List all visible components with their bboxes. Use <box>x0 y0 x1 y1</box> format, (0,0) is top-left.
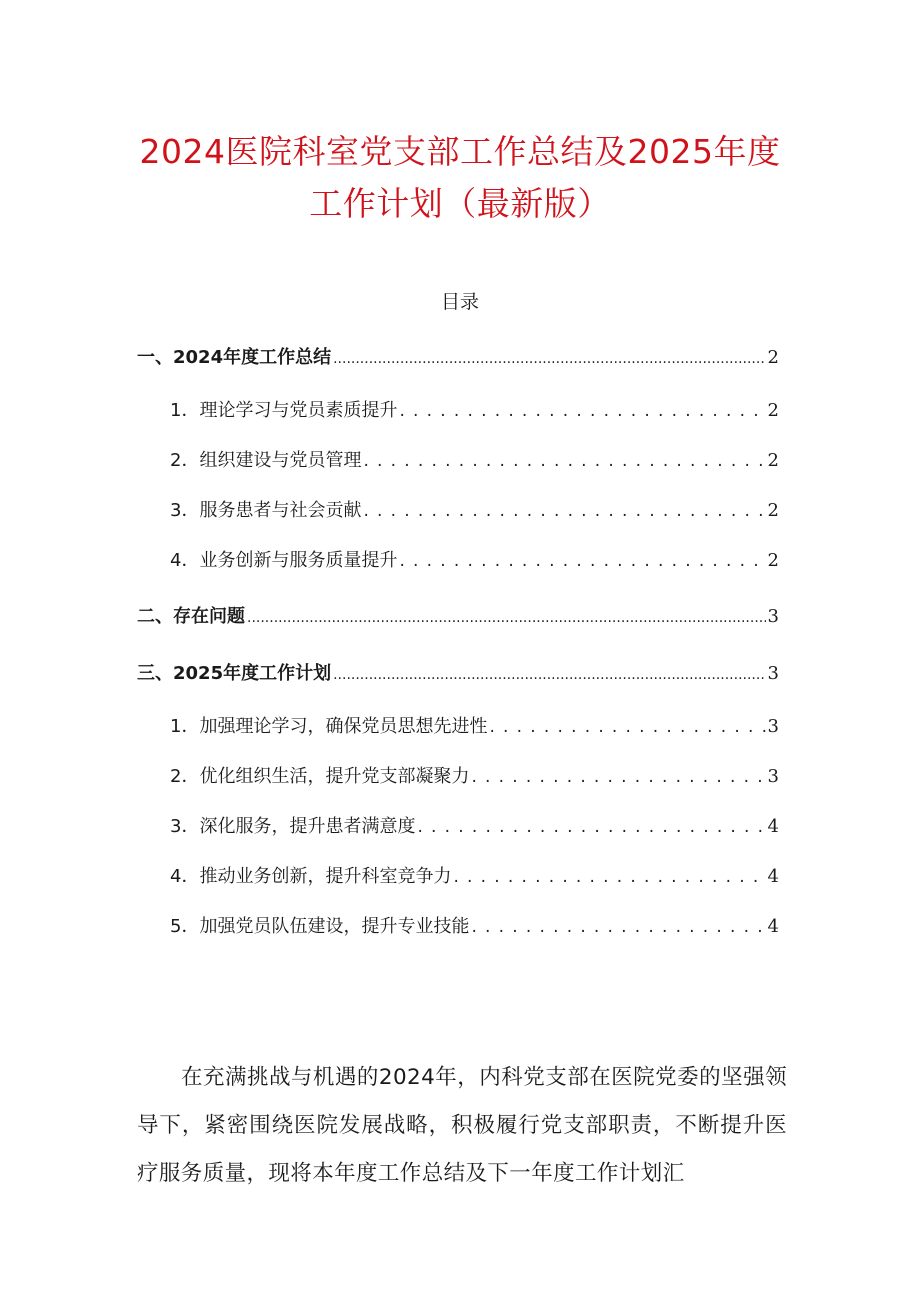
toc-leader-dots <box>471 916 765 937</box>
toc-entry-organization[interactable] <box>170 446 779 474</box>
toc-leader-dots <box>247 606 766 627</box>
toc-page-number: 4 <box>767 866 779 887</box>
toc-entry-deepen-service[interactable] <box>170 812 779 840</box>
toc-leader-dots <box>471 766 765 787</box>
toc-page-number: 3 <box>767 766 779 787</box>
toc-entry-label: 1．理论学习与党员素质提升 <box>170 400 398 421</box>
toc-leader-dots <box>333 347 765 368</box>
toc-page-number: 4 <box>767 916 779 937</box>
document-title <box>100 126 820 230</box>
toc-entry-problems[interactable] <box>137 602 779 630</box>
toc-entry-theory-study[interactable] <box>170 396 779 424</box>
toc-leader-dots <box>399 550 765 571</box>
toc-leader-dots <box>333 663 765 684</box>
toc-entry-patient-service[interactable] <box>170 496 779 524</box>
title-line-2: 工作计划（最新版） <box>309 184 611 223</box>
toc-page-number: 2 <box>767 550 779 571</box>
toc-leader-dots <box>363 450 765 471</box>
toc-leader-dots <box>453 866 765 887</box>
toc-page-number: 2 <box>767 500 779 521</box>
toc-entry-2024-summary[interactable] <box>137 343 779 371</box>
toc-entry-innovation[interactable] <box>170 546 779 574</box>
toc-page-number: 4 <box>767 816 779 837</box>
toc-entry-label: 三、2025年度工作计划 <box>137 663 332 684</box>
toc-heading: 目录 <box>440 291 479 313</box>
title-line-1: 2024医院科室党支部工作总结及2025年度 <box>139 132 781 171</box>
toc-entry-strengthen-theory[interactable] <box>170 712 779 740</box>
intro-paragraph: 在充满挑战与机遇的2024年，内科党支部在医院党委的坚强领导下，紧密围绕医院发展战略，积极履行党支部职责，不断提升医疗服务质量，现将本年度工作总结及下一年度工作计划汇 <box>137 1064 787 1186</box>
toc-page-number: 2 <box>767 450 779 471</box>
toc-leader-dots <box>489 716 765 737</box>
toc-entry-2025-plan[interactable] <box>137 659 779 687</box>
toc-entry-label: 4．推动业务创新，提升科室竞争力 <box>170 866 452 887</box>
toc-page-number: 2 <box>767 400 779 421</box>
toc-entry-label: 1．加强理论学习，确保党员思想先进性 <box>170 716 488 737</box>
toc-entry-label: 5．加强党员队伍建设，提升专业技能 <box>170 916 470 937</box>
toc-leader-dots <box>417 816 765 837</box>
toc-leader-dots <box>399 400 765 421</box>
toc-page-number: 3 <box>767 663 779 684</box>
toc-leader-dots <box>363 500 765 521</box>
toc-entry-label: 3．深化服务，提升患者满意度 <box>170 816 416 837</box>
toc-entry-business-innovation[interactable] <box>170 862 779 890</box>
toc-entry-label: 2．组织建设与党员管理 <box>170 450 362 471</box>
toc-page-number: 2 <box>767 347 779 368</box>
toc-entry-organization-life[interactable] <box>170 762 779 790</box>
toc-entry-label: 3．服务患者与社会贡献 <box>170 500 362 521</box>
toc-entry-label: 二、存在问题 <box>137 606 245 627</box>
toc-entry-label: 一、2024年度工作总结 <box>137 347 332 368</box>
toc-entry-team-building[interactable] <box>170 912 779 940</box>
toc-entry-label: 4．业务创新与服务质量提升 <box>170 550 398 571</box>
toc-entry-label: 2．优化组织生活，提升党支部凝聚力 <box>170 766 470 787</box>
toc-page-number: 3 <box>767 716 779 737</box>
toc-page-number: 3 <box>767 606 779 627</box>
